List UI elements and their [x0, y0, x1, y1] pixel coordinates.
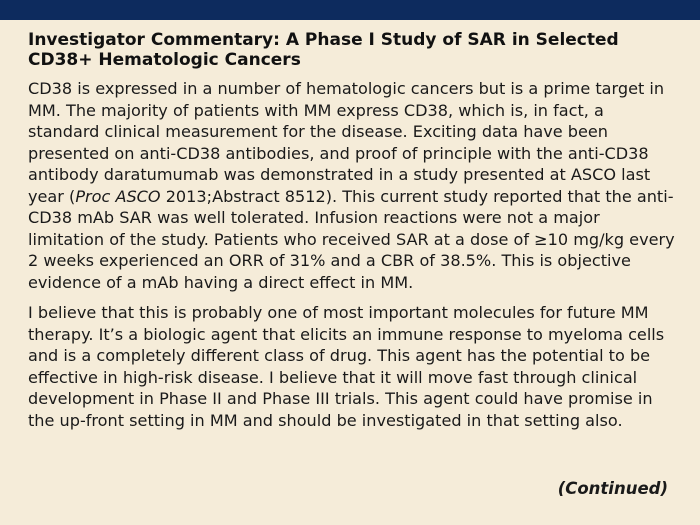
commentary-paragraph-1 — [28, 78, 680, 293]
slide-content — [28, 30, 680, 440]
paragraph-1-text-a: CD38 is expressed in a number of hematologic cancers but is a prime target in MM. The majority of patients with MM express CD38, which is, in fact, a standard clinical measurement for the disease. Exciting data have been presented on anti-CD38 antibodies, and proof of principle with the anti-CD38 antibody daratumumab was demonstrated in a study presented at ASCO last year ( — [28, 79, 665, 206]
commentary-paragraph-2: I believe that this is probably one of most important molecules for future MM therapy. It’s a biologic agent that elicits an immune response to myeloma cells and is a completely different class of drug. This agent has the potential to be effective in high-risk disease. I believe that it will move fast through clinical development in Phase II and Phase III trials. This agent could have promise in the up-front setting in MM and should be investigated in that setting also. — [28, 303, 665, 430]
paragraph-1-text-b: 2013;Abstract 8512). This current study reported that the anti-CD38 mAb SAR was well tolerated. Infusion reactions were not a major limitation of the study. Patients who received SAR at a dose of ≥10 mg/kg every 2 weeks experienced an ORR of 31% and a CBR of 38.5%. This is objective evidence of a mAb having a direct effect in MM. — [28, 186, 675, 292]
slide-title: Investigator Commentary: A Phase I Study of SAR in Selected CD38+ Hematologic Cancers — [28, 30, 619, 70]
citation-journal: Proc ASCO — [75, 186, 161, 206]
header-bar — [0, 0, 700, 20]
continued-label: (Continued) — [557, 479, 668, 498]
